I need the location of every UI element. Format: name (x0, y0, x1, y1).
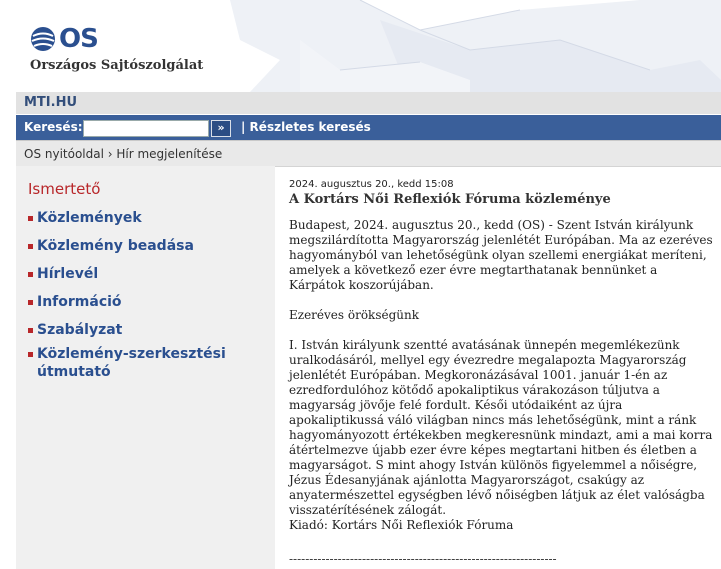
mti-link[interactable]: MTI.HU (24, 95, 78, 110)
map-background-graphic (0, 0, 721, 92)
article-body: Budapest, 2024. augusztus 20., kedd (OS) - Szent István királyunk megszilárdította Magyarország jelenlétét Európában. Ma az ezeréves hagyományból van lehetőségünk olyan szellemi energiákat meríteni, amelyek a következő ezer évre megtarthatanak bennünket a Kárpátok koszorújában. Ezeréves örökségünk I. István királyunk szentté avatásának ünnepén megemlékezünk uralkodásáról, mellyel egy évezredre megalapozta Magyarország jelenlétét Európában. Megkoronázásával 1001. január 1-én az ezredfordulóhoz kötődő apokaliptikus várakozáson túljutva a magyarság jövője felé fordult. Késői utódaiként az újra apokaliptikussá váló világban nincs más lehetőségünk, mint a ránk hagyományozott értékekben megkeresnünk mindazt, ami a mai korra átértelmezve újabb ezer évre képes megtartani hitben és életben a magyarságot. S mint ahogy István különös figyelemmel a nőiségre, Jézus Édesanyjának ajánlotta Magyarországot, csakúgy az anyatermészettel egységben lévő nőiségben látjuk az élet valóságba visszatérítésének zálogát. Kiadó: Kortárs Női Reflexiók Fóruma (289, 218, 713, 532)
sidebar-item-kozlemenyek[interactable] (28, 209, 268, 227)
sidebar (16, 166, 275, 569)
article-separator: ------------------------------------------------------------------ (289, 552, 557, 566)
article-title: A Kortárs Női Reflexiók Fóruma közleménye (289, 192, 611, 207)
article-date: 2024. augusztus 20., kedd 15:08 (289, 179, 454, 190)
search-submit-button[interactable]: » (211, 120, 231, 137)
sidebar-title: Ismertető (28, 180, 101, 198)
sidebar-item-label[interactable]: Hírlevél (37, 266, 99, 282)
bullet-icon (28, 300, 33, 305)
sidebar-item-szerkesztesi-utmutato[interactable] (28, 345, 268, 381)
breadcrumb-text[interactable]: OS nyitóoldal › Hír megjelenítése (24, 147, 223, 161)
mti-bar (16, 92, 721, 114)
site-header (0, 0, 721, 92)
bullet-icon (28, 272, 33, 277)
advanced-search-link[interactable]: | Részletes keresés (241, 120, 371, 134)
sidebar-item-informacio[interactable] (28, 293, 268, 311)
search-label: Keresés: (24, 120, 83, 134)
globe-icon (30, 26, 56, 52)
sidebar-item-label[interactable]: Szabályzat (37, 322, 123, 338)
bullet-icon (28, 244, 33, 249)
sidebar-item-label[interactable]: Közlemény beadása (37, 238, 194, 254)
sidebar-item-label[interactable]: Közlemény-szerkesztési útmutató (37, 346, 226, 380)
search-input[interactable] (83, 120, 209, 137)
search-bar (16, 115, 721, 140)
bullet-icon (28, 216, 33, 221)
breadcrumb (16, 140, 721, 167)
sidebar-item-label[interactable]: Információ (37, 294, 122, 310)
sidebar-item-kozlemeny-beadasa[interactable] (28, 237, 268, 255)
bullet-icon (28, 328, 33, 333)
sidebar-item-szabalyzat[interactable] (28, 321, 268, 339)
bullet-icon (28, 352, 33, 357)
org-name: Országos Sajtószolgálat (30, 58, 204, 73)
sidebar-item-label[interactable]: Közlemények (37, 210, 142, 226)
os-logo[interactable] (30, 26, 98, 52)
logo-text: OS (59, 24, 98, 54)
sidebar-item-hirlevel[interactable] (28, 265, 268, 283)
